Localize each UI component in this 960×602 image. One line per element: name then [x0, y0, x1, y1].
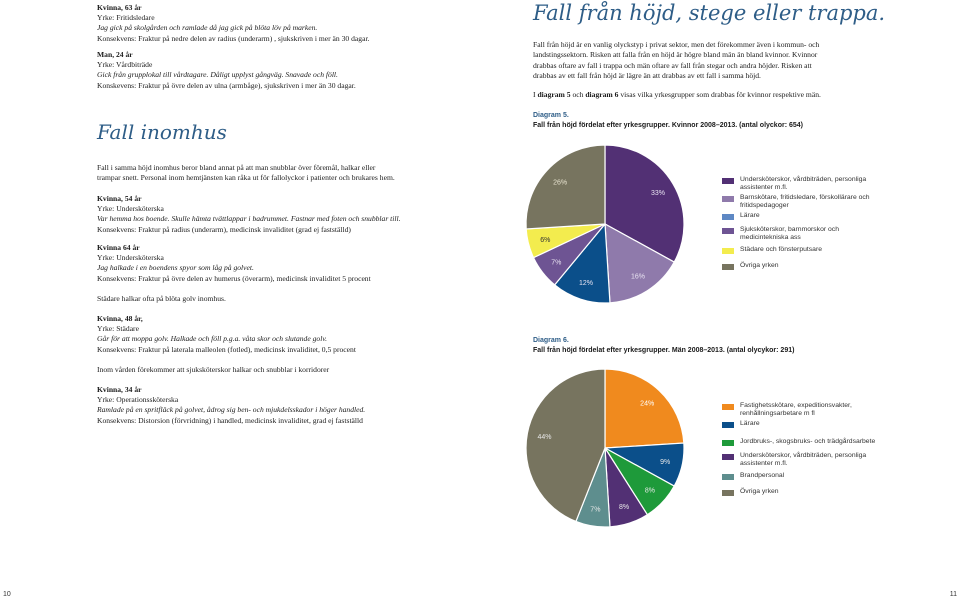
- body-text: I: [533, 90, 538, 99]
- legend-label: Brandpersonal: [740, 472, 785, 479]
- pie-slice-label: 24%: [640, 400, 655, 408]
- case-header: Kvinna, 54 år: [97, 194, 142, 203]
- stadare-line: [97, 294, 226, 304]
- legend-swatch: [722, 454, 734, 460]
- case-description: Var hemma hos boende. Skulle hämta tvättlappar i badrummet. Fastnar med foten och snubblar till.: [97, 214, 401, 224]
- pie-chart-diagram-5: [520, 138, 700, 313]
- legend-label: Städare och fönsterputsare: [740, 246, 822, 253]
- case-description: Jag halkade i en boendens spyor som låg på golvet.: [97, 263, 254, 273]
- intro-line: Fall i samma höjd inomhus beror bland annat på att man snubblar över föremål, halkar eller: [97, 163, 376, 172]
- case-kvinna-63: [97, 3, 369, 44]
- diagram-reference-paragraph: [533, 90, 821, 100]
- diagram-title: Fall från höjd fördelat efter yrkesgrupper. Män 2008–2013. (antal olycykor: 291): [533, 346, 795, 354]
- case-konsekvens: Konskevens: Fraktur på övre delen av ulna (armbåge), sjukskriven i mer än 30 dagar.: [97, 80, 356, 90]
- legend-label: Jordbruks-, skogsbruks- och trädgårdsarbete: [740, 438, 876, 445]
- body-line: drabbas oftare av fall i trappa och män oftare av fall från stegar och andra höjder. Risken att: [533, 60, 812, 70]
- intro-line: trampar snett. Personal inom hemtjänsten kan råka ut för fallolyckor i patienter och brukares hem.: [97, 173, 395, 183]
- case-konsekvens: Konsekvens: Fraktur på radius (underarm), medicinsk invaliditet (grad ej fastställd): [97, 224, 351, 234]
- legend-swatch: [722, 440, 734, 446]
- case-description: Jag gick på skolgården och ramlade då jag gick på blöta löv på marken.: [97, 23, 318, 33]
- case-kvinna-34: [97, 385, 365, 426]
- legend-swatch: [722, 404, 734, 410]
- diagram-6-header: [533, 336, 794, 355]
- legend-label: Barnskötare, fritidsledare, förskollärare och fritidspedagoger: [740, 194, 870, 209]
- legend-swatch: [722, 248, 734, 254]
- legend-diagram-6: [722, 404, 892, 504]
- case-konsekvens: Konsekvens: Fraktur på laterala malleolen (fotled), medicinsk invaliditet, 0,5 procent: [97, 344, 356, 354]
- pie-slice-label: 9%: [660, 458, 671, 466]
- body-line: drabbas av ett fall från höjd är lägre än att drabbas av ett fall i samma höjd.: [533, 70, 761, 80]
- pie-slice-label: 44%: [537, 433, 552, 441]
- page-number-left: 10: [3, 591, 11, 598]
- case-header: Man, 24 år: [97, 50, 133, 59]
- case-man-24: [97, 50, 356, 91]
- body-line: Inom vården förekommer att sjuksköterskor halkar och snubblar i korridorer: [97, 365, 330, 374]
- case-kvinna-48: [97, 314, 356, 355]
- section-title-fall-inomhus: Fall inomhus: [97, 120, 227, 144]
- case-kvinna-64: [97, 243, 371, 284]
- legend-swatch: [722, 196, 734, 202]
- pie-slice-label: 7%: [551, 259, 562, 267]
- body-text: visas vilka yrkesgrupper som drabbas för kvinnor respektive män.: [618, 90, 821, 99]
- legend-swatch: [722, 474, 734, 480]
- diagram-label: Diagram 6.: [533, 337, 569, 344]
- pie-slice-label: 33%: [651, 190, 666, 198]
- body-line: Fall från höjd är en vanlig olyckstyp i privat sektor, men det förekommer även i kommun- och: [533, 40, 820, 49]
- pie-slice: [605, 369, 684, 448]
- pie-slice-label: 6%: [540, 236, 551, 244]
- case-description: Gick från grupplokal till vårdtagare. Dåligt upplyst gångväg. Snavade och föll.: [97, 70, 338, 80]
- case-konsekvens: Konsekvens: Distorsion (förvridning) i handled, medicinsk invaliditet, grad ej fastställd: [97, 415, 363, 425]
- case-kvinna-54: [97, 194, 401, 235]
- case-yrke: Yrke: Undersköterska: [97, 253, 164, 263]
- case-yrke: Yrke: Undersköterska: [97, 204, 164, 214]
- case-description: Ramlade på en spritfläck på golvet, ådrog sig ben- och mjukdelsskador i höger handled.: [97, 405, 366, 415]
- pie-chart-diagram-6: [520, 362, 700, 537]
- case-header: Kvinna, 48 år,: [97, 314, 143, 323]
- legend-swatch: [722, 264, 734, 270]
- pie-slice-label: 12%: [578, 280, 593, 288]
- legend-label: Undersköterskor, vårdbiträden, personliga assistenter m.fl.: [740, 176, 867, 191]
- right-page: [480, 0, 960, 602]
- legend-label: Fastighetsskötare, expeditionsvakter, renhållningsarbetare m fl: [740, 402, 852, 417]
- diagram-5-header: [533, 111, 803, 130]
- legend-swatch: [722, 214, 734, 220]
- legend-label: Lärare: [740, 212, 760, 219]
- diagram-5-ref: diagram 5: [537, 90, 571, 99]
- case-header: Kvinna, 34 år: [97, 385, 142, 394]
- case-yrke: Yrke: Operationssköterska: [97, 395, 179, 405]
- case-description: Går för att moppa golv. Halkade och föll p.g.a. våta skor och slutande golv.: [97, 334, 328, 344]
- body-line: Städare halkar ofta på blöta golv inomhus.: [97, 294, 226, 303]
- case-yrke: Yrke: Fritidsledare: [97, 13, 155, 23]
- legend-swatch: [722, 228, 734, 234]
- pie-slice-label: 8%: [644, 487, 655, 495]
- legend-label: Undersköterskor, vårdbiträden, personliga assistenter m.fl.: [740, 452, 867, 467]
- legend-label: Lärare: [740, 420, 760, 427]
- intro-paragraph: [97, 163, 395, 183]
- pie-slice-label: 26%: [553, 179, 568, 187]
- legend-label: Övriga yrken: [740, 488, 779, 495]
- diagram-title: Fall från höjd fördelat efter yrkesgrupper. Kvinnor 2008–2013. (antal olyckor: 654): [533, 121, 803, 129]
- legend-diagram-5: [722, 178, 892, 278]
- case-header: Kvinna 64 år: [97, 243, 140, 252]
- pie-slice-label: 7%: [590, 506, 601, 514]
- diagram-6-ref: diagram 6: [585, 90, 619, 99]
- legend-label: Övriga yrken: [740, 262, 779, 269]
- intro-paragraph-right: [533, 40, 819, 81]
- legend-label: Sjuksköterskor, barnmorskor och medicintekniska ass: [740, 226, 839, 241]
- case-yrke: Yrke: Städare: [97, 324, 139, 334]
- body-line: landstingssektorn. Risken att falla från en höjd är högre bland män än bland kvinnor. Kvinnor: [533, 50, 818, 60]
- pie-slice: [526, 145, 605, 229]
- diagram-label: Diagram 5.: [533, 112, 569, 119]
- pie-slice-label: 8%: [618, 504, 630, 512]
- legend-swatch: [722, 178, 734, 184]
- legend-swatch: [722, 490, 734, 496]
- case-konsekvens: Konsekvens: Fraktur på övre delen av humerus (överarm), medicinsk invaliditet 5 procent: [97, 273, 371, 283]
- section-title-fall-fran-hojd: Fall från höjd, stege eller trappa.: [533, 1, 886, 25]
- case-header: Kvinna, 63 år: [97, 3, 142, 12]
- pie-slice-label: 16%: [631, 273, 646, 281]
- case-yrke: Yrke: Vårdbiträde: [97, 60, 153, 70]
- body-text: och: [570, 90, 586, 99]
- legend-swatch: [722, 422, 734, 428]
- page-number-right: 11: [949, 591, 957, 598]
- case-konsekvens: Konsekvens: Fraktur på nedre delen av radius (underarm) , sjukskriven i mer än 30 dagar.: [97, 33, 370, 43]
- vard-line: [97, 365, 329, 375]
